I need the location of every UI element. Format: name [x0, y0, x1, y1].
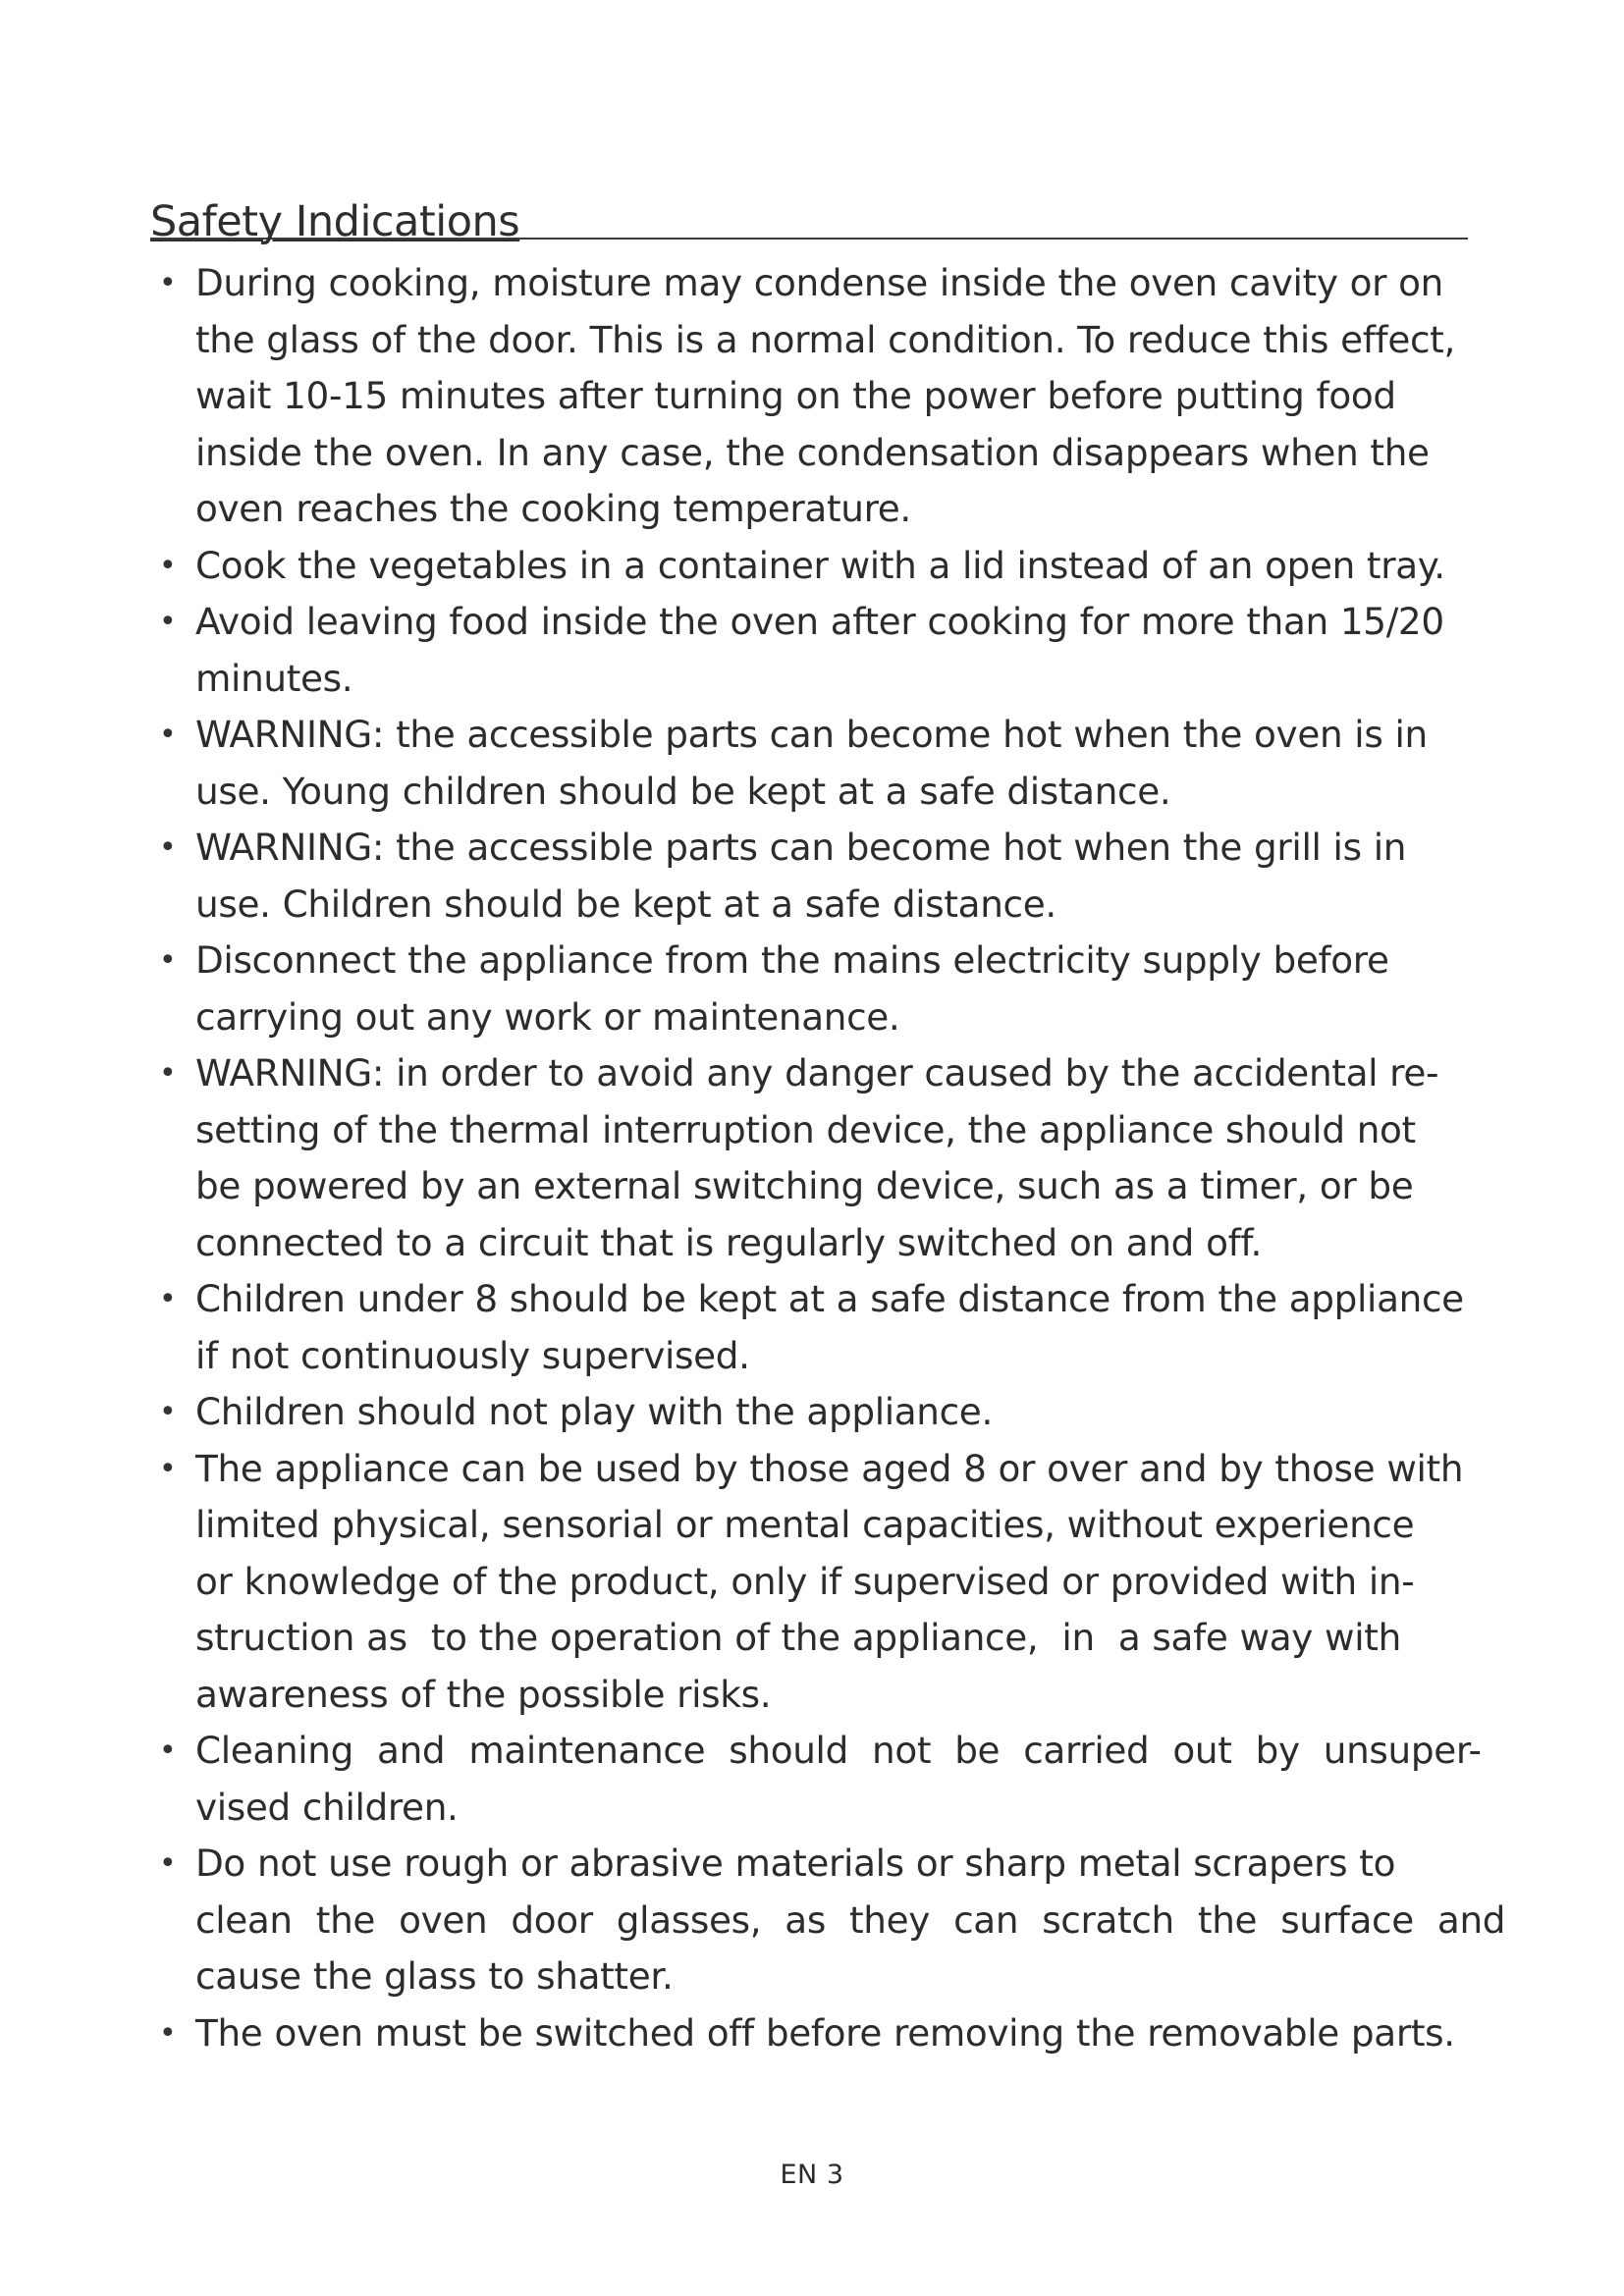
safety-bullet-item — [150, 255, 1525, 538]
bullet-dot: • — [159, 548, 177, 583]
safety-bullet-item — [150, 1723, 1525, 1836]
bullet-text-line: struction as to the operation of the appliance, in a safe way with — [195, 1616, 1401, 1659]
bullet-text-line: use. Children should be kept at a safe distance. — [195, 881, 1056, 926]
safety-bullet-item — [150, 1836, 1525, 2005]
bullet-dot: • — [159, 1282, 177, 1316]
bullet-text-line: awareness of the possible risks. — [195, 1672, 772, 1716]
bullet-text-line: vised children. — [195, 1785, 459, 1829]
bullet-text-line: wait 10-15 minutes after turning on the power before putting food — [195, 374, 1396, 417]
page-number: EN 3 — [780, 2160, 844, 2190]
bullet-dot: • — [159, 1451, 177, 1486]
safety-bullet-item — [150, 820, 1525, 933]
bullet-text-line: setting of the thermal interruption device, the appliance should not — [195, 1107, 1416, 1151]
bullet-text-line: Children under 8 should be kept at a safe distance from the appliance — [195, 1277, 1464, 1320]
bullet-text-line: During cooking, moisture may condense inside the oven cavity or on — [195, 261, 1443, 304]
safety-bullet-item — [150, 1045, 1525, 1271]
bullet-text-line: Cleaning and maintenance should not be carried out by unsuper- — [195, 1729, 1482, 1772]
section-heading: Safety Indications — [150, 197, 520, 246]
safety-bullet-item — [150, 707, 1525, 820]
bullet-text-line: connected to a circuit that is regularly switched on and off. — [195, 1220, 1262, 1264]
safety-bullet-list — [150, 255, 1525, 2061]
bullet-dot: • — [159, 266, 177, 300]
bullet-dot: • — [159, 1395, 177, 1429]
heading-rule — [150, 187, 1468, 246]
bullet-dot: • — [159, 605, 177, 639]
bullet-dot: • — [159, 1734, 177, 1768]
bullet-text-line: The oven must be switched off before removing the removable parts. — [195, 2010, 1455, 2055]
bullet-text-line: carrying out any work or maintenance. — [195, 994, 900, 1039]
bullet-dot: • — [159, 830, 177, 865]
bullet-text-line: cause the glass to shatter. — [195, 1954, 674, 1998]
bullet-text-line: if not continuously supervised. — [195, 1333, 750, 1377]
bullet-text-line: WARNING: in order to avoid any danger caused by the accidental re- — [195, 1051, 1439, 1095]
bullet-text-line: be powered by an external switching device, such as a timer, or be — [195, 1164, 1414, 1207]
bullet-text-line: limited physical, sensorial or mental capacities, without experience — [195, 1503, 1415, 1546]
safety-bullet-item — [150, 1441, 1525, 1724]
safety-bullet-item — [150, 594, 1525, 707]
bullet-text-line: Do not use rough or abrasive materials or sharp metal scrapers to — [195, 1842, 1396, 1885]
bullet-text-line: WARNING: the accessible parts can become hot when the oven is in — [195, 713, 1428, 756]
bullet-text-line: clean the oven door glasses, as they can scratch the surface and — [195, 1897, 1506, 1942]
bullet-text-line: oven reaches the cooking temperature. — [195, 487, 911, 530]
bullet-text-line: minutes. — [195, 656, 353, 700]
safety-bullet-item — [150, 538, 1525, 595]
bullet-text-line: Cook the vegetables in a container with a lid instead of an open tray. — [195, 543, 1445, 587]
bullet-dot: • — [159, 943, 177, 978]
bullet-text-line: WARNING: the accessible parts can become hot when the grill is in — [195, 826, 1407, 869]
bullet-text-line: Children should not play with the appliance. — [195, 1390, 993, 1433]
bullet-dot: • — [159, 718, 177, 752]
bullet-text-line: Disconnect the appliance from the mains electricity supply before — [195, 938, 1389, 982]
safety-bullet-item — [150, 1384, 1525, 1441]
bullet-text-line: the glass of the door. This is a normal condition. To reduce this effect, — [195, 317, 1455, 361]
bullet-dot: • — [159, 2015, 177, 2051]
bullet-text-line: inside the oven. In any case, the condensation disappears when the — [195, 430, 1430, 474]
bullet-text-line: The appliance can be used by those aged 8 or over and by those with — [195, 1446, 1464, 1490]
bullet-text-line: Avoid leaving food inside the oven after cooking for more than 15/20 — [195, 600, 1444, 643]
safety-bullet-item — [150, 2005, 1525, 2062]
safety-bullet-item — [150, 933, 1525, 1045]
bullet-dot: • — [159, 1846, 177, 1881]
bullet-dot: • — [159, 1056, 177, 1091]
bullet-text-line: or knowledge of the product, only if supervised or provided with in- — [195, 1559, 1415, 1603]
safety-bullet-item — [150, 1271, 1525, 1384]
bullet-text-line: use. Young children should be kept at a safe distance. — [195, 769, 1171, 813]
